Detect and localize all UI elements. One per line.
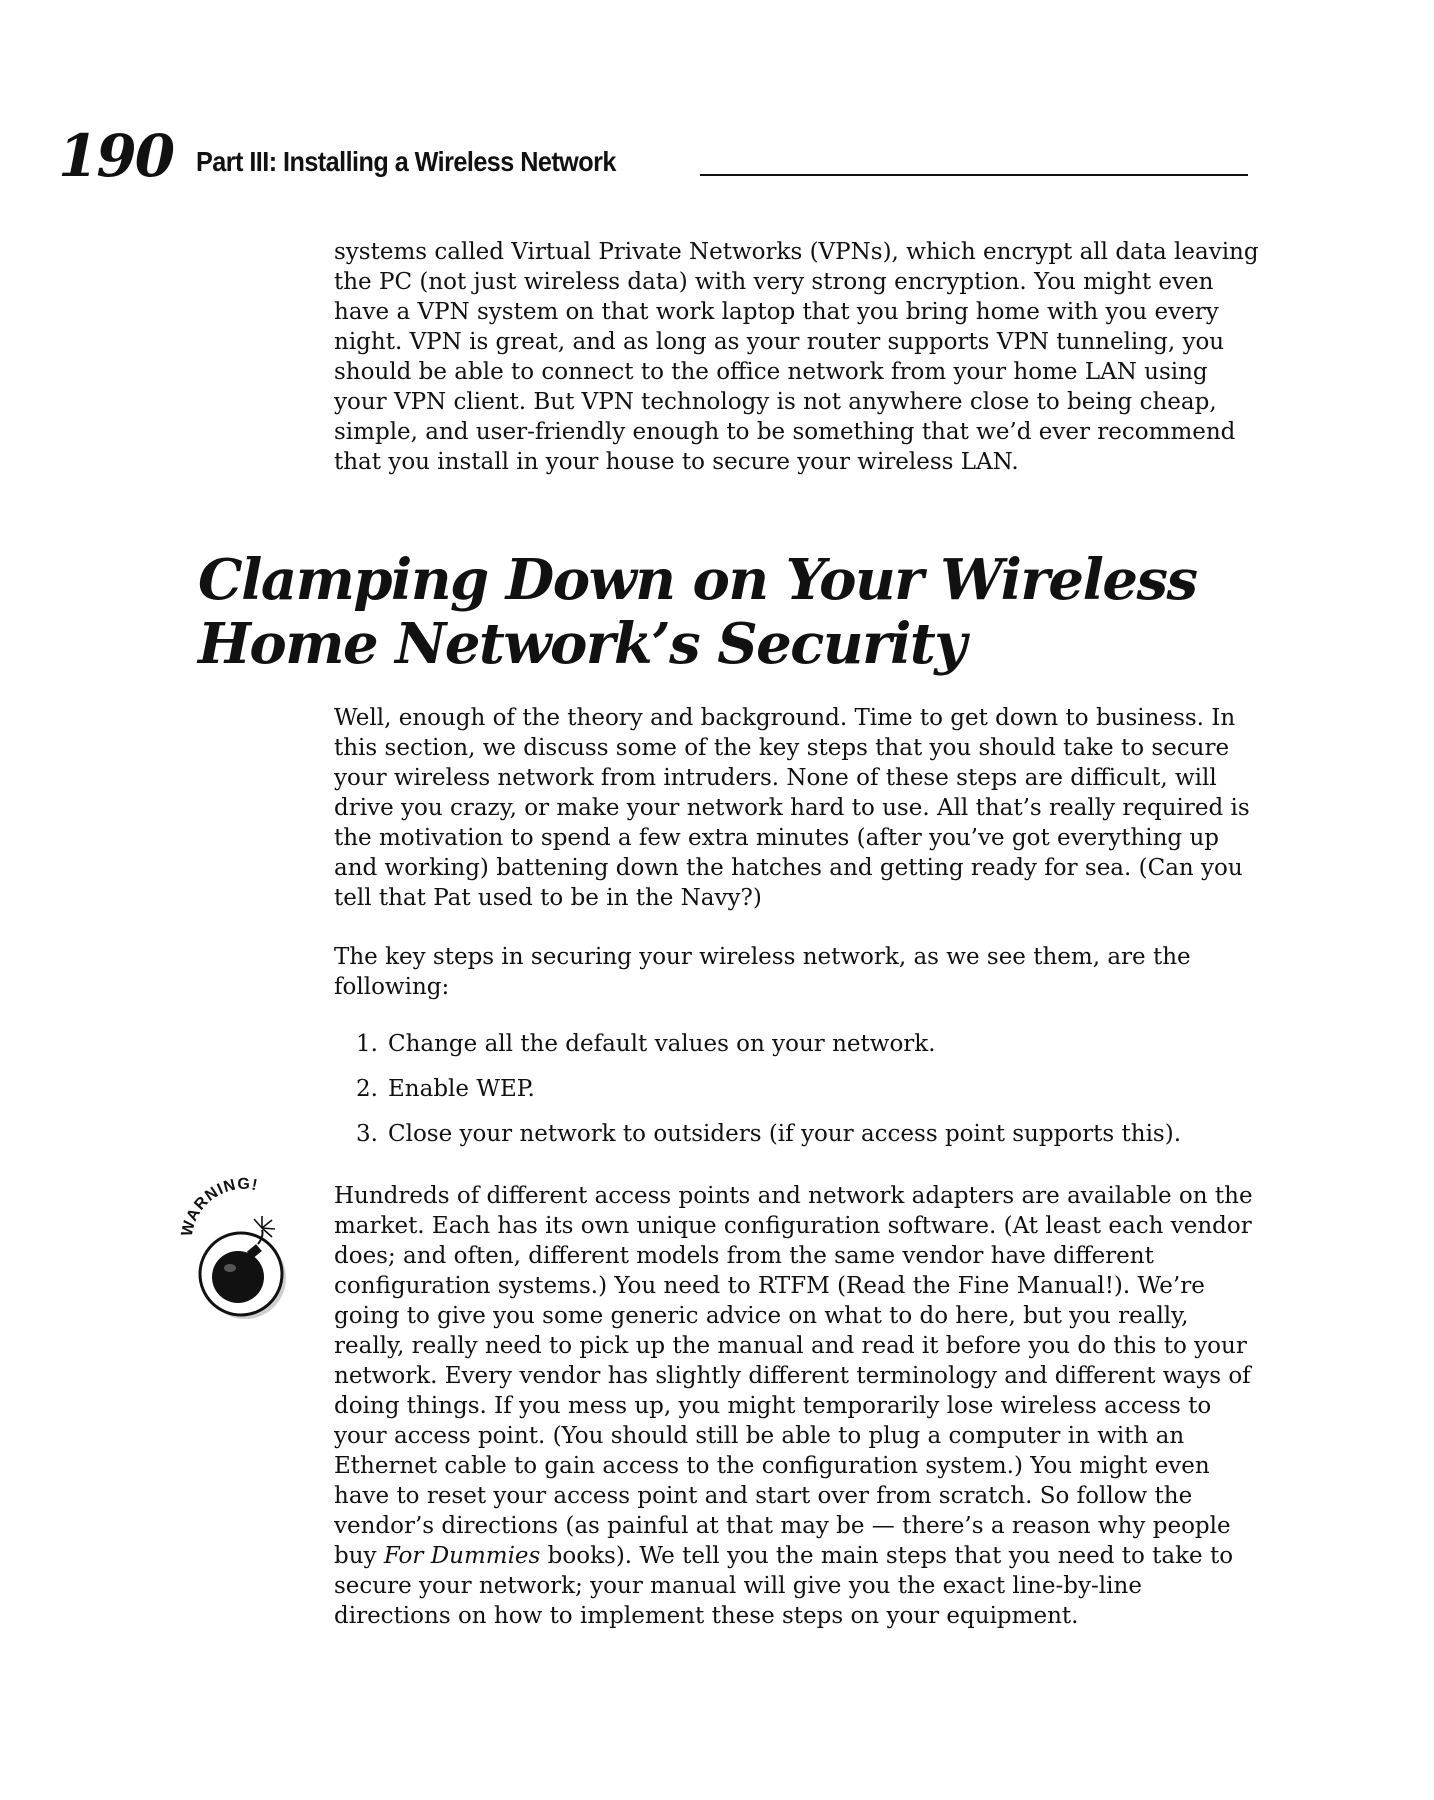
step-text: Change all the default values on your network.	[388, 1031, 936, 1057]
theory-paragraph: Well, enough of the theory and background. Time to get down to business. In this section, we discuss some of the key steps that you should take to secure your wireless network from intruders. None of these steps are difficult, will drive you crazy, or make your network hard to use. All that’s really required is the motivation to spend a few extra minutes (after you’ve got everything up and working) battening down the hatches and getting ready for sea. (Can you tell that Pat used to be in the Navy?)	[334, 705, 1250, 911]
running-head: Part III: Installing a Wireless Network	[196, 146, 616, 177]
steps-list	[356, 1029, 1256, 1164]
step-text: Enable WEP.	[388, 1076, 535, 1102]
warning-icon-label: WARNING!	[178, 1175, 260, 1238]
book-series-title: For Dummies	[383, 1543, 541, 1569]
list-item	[356, 1119, 1256, 1164]
step-number: 2.	[356, 1076, 378, 1102]
warning-paragraph	[334, 1181, 1264, 1631]
list-item	[356, 1074, 1256, 1119]
warning-text-part-2: books). We tell you the main steps that you need to take to secure your network; your manual will give you the exact line-by-line directions on how to implement these steps on your equipment.	[334, 1543, 1234, 1629]
page-number: 190	[58, 122, 174, 190]
key-steps-intro: The key steps in securing your wireless network, as we see them, are the following:	[334, 944, 1191, 1000]
list-item	[356, 1029, 1256, 1074]
warning-text-part-1: Hundreds of different access points and network adapters are available on the market. Each has its own unique configuration software. (At least each vendor does; and often, different models from the same vendor have different configuration systems.) You need to RTFM (Read the Fine Manual!). We’re going to give you some generic advice on what to do here, but you really, really, really need to pick up the manual and read it before you do this to your network. Every vendor has slightly different terminology and different ways of doing things. If you mess up, you might temporarily lose wireless access to your access point. (You should still be able to plug a computer in with an Ethernet cable to gain access to the configuration system.) You might even have to reset your access point and start over from scratch. So follow the vendor’s directions (as painful at that may be — there’s a reason why people buy	[334, 1183, 1253, 1569]
step-number: 1.	[356, 1031, 378, 1057]
section-heading-line-1: Clamping Down on Your Wireless	[198, 547, 1197, 613]
svg-text:WARNING!	[179, 1176, 260, 1238]
section-heading-line-2: Home Network’s Security	[198, 611, 966, 677]
section-heading	[198, 548, 1198, 676]
header-rule	[700, 174, 1248, 176]
page-header	[58, 120, 1248, 192]
intro-paragraph: systems called Virtual Private Networks (VPNs), which encrypt all data leaving the PC (not just wireless data) with very strong encryption. You might even have a VPN system on that work laptop that you bring home with you every night. VPN is great, and as long as your router supports VPN tunneling, you should be able to connect to the office network from your home LAN using your VPN client. But VPN technology is not anywhere close to being cheap, simple, and user-friendly enough to be something that we’d ever recommend that you install in your house to secure your wireless LAN.	[334, 239, 1259, 475]
step-number: 3.	[356, 1121, 378, 1147]
warning-bomb-icon	[170, 1172, 305, 1322]
step-text: Close your network to outsiders (if your access point supports this).	[388, 1121, 1182, 1147]
